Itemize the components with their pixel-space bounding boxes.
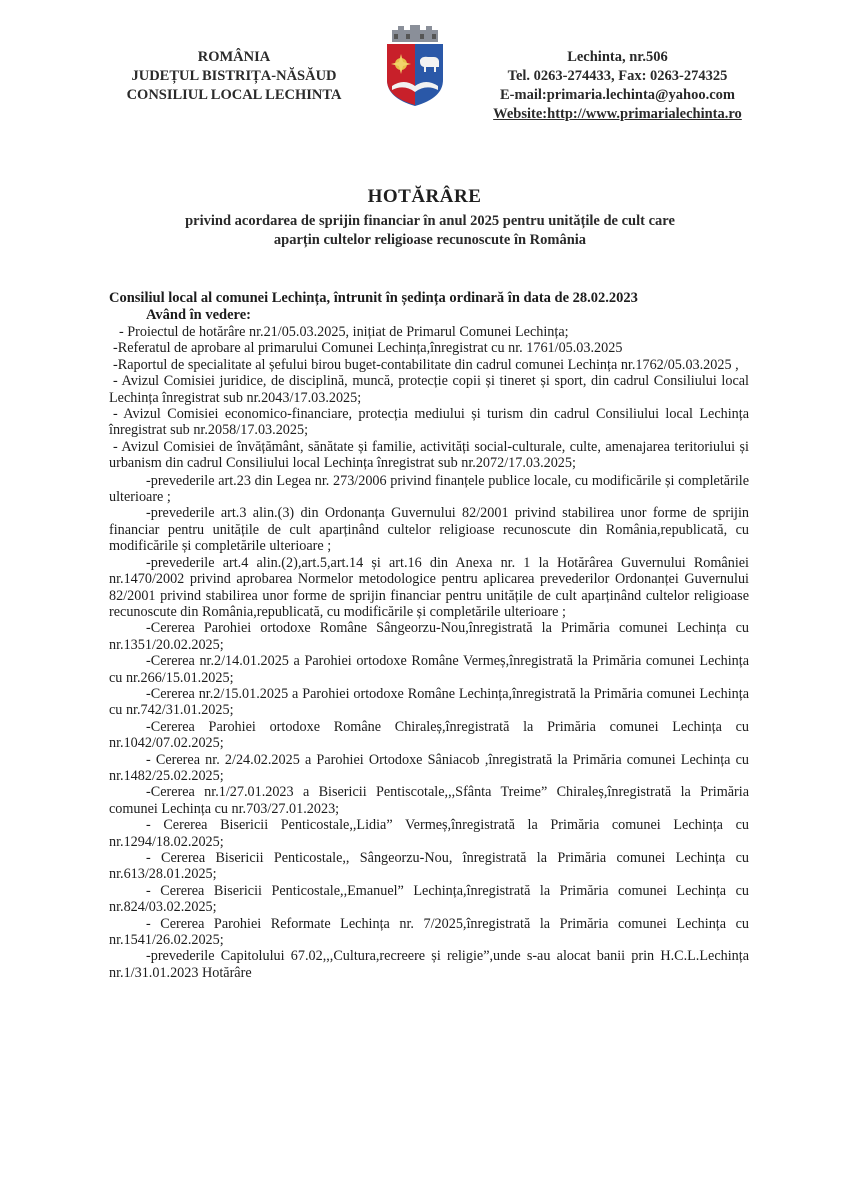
paragraph: - Cererea Bisericii Penticostale,,Emanuel” Lechința,înregistrată la Primăria comunei Lechința cu nr.824/03.02.2025; <box>109 882 749 916</box>
contact-email: E-mail:primaria.lechinta@yahoo.com <box>500 87 735 103</box>
subtitle-line: aparțin cultelor religioase recunoscute în România <box>273 232 587 248</box>
issuer-block <box>100 48 368 105</box>
paragraph: -Cererea Parohiei ortodoxe Române Chiraleș,înregistrată la Primăria comunei Lechința cu nr.1042/07.02.2025; <box>109 718 749 752</box>
document-title: HOTĂRÂRE <box>367 186 482 207</box>
contact-address: Lechinta, nr.506 <box>567 49 668 65</box>
subtitle-line: privind acordarea de sprijin financiar în anul 2025 pentru unitățile de cult care <box>185 213 675 229</box>
issuer-country: ROMÂNIA <box>197 49 271 65</box>
paragraph: -prevederile art.4 alin.(2),art.5,art.14 și art.16 din Anexa nr. 1 la Hotărârea Guvernului României nr.1470/2002 privind aprobarea Normelor metodologice pentru aplicarea prevederilor Ordonanței Guvernului 82/2001 privind stabilirea unor forme de sprijin financiar pentru unitățile de cult aparținând cultelor religioase recunoscute din România,republicată, cu modificările și completările ulterioare ; <box>109 554 749 620</box>
paragraph: -prevederile art.3 alin.(3) din Ordonanța Guvernului 82/2001 privind stabilirea unor forme de sprijin financiar pentru unitățile de cult aparținând cultelor religioase recunoscute din România,republicată, cu modificările și completările ulterioare ; <box>109 505 749 555</box>
paragraph: - Avizul Comisiei economico-financiare, protecția mediului și turism din cadrul Consiliului local Lechința înregistrat sub nr.2058/17.03.2025; <box>109 406 749 439</box>
issuer-county: JUDEȚUL BISTRIȚA-NĂSĂUD <box>131 68 337 84</box>
coat-of-arms-icon <box>384 24 446 108</box>
paragraph: - Avizul Comisiei juridice, de disciplină, muncă, protecție copii și tineret și sport, din cadrul Consiliului local Lechința înregistrat sub nr.2043/17.03.2025; <box>109 373 749 406</box>
paragraph: -Cererea Parohiei ortodoxe Române Sângeorzu-Nou,înregistrată la Primăria comunei Lechința cu nr.1351/20.02.2025; <box>109 620 749 653</box>
paragraph: -Raportul de specialitate al șefului birou buget-contabilitate din cadrul comunei Lechința nr.1762/05.03.2025 , <box>113 356 739 373</box>
paragraph: - Cererea nr. 2/24.02.2025 a Parohiei Ortodoxe Sâniacob ,înregistrată la Primăria comunei Lechința cu nr.1482/25.02.2025; <box>109 751 749 784</box>
paragraph: - Cererea Bisericii Penticostale,, Sângeorzu-Nou, înregistrată la Primăria comunei Lechința cu nr.613/28.01.2025; <box>109 850 749 883</box>
document-body <box>109 289 749 981</box>
paragraph: - Avizul Comisiei de învățământ, sănătate și familie, activități social-culturale, culte, amenajarea teritoriului și urbanism din cadrul Consiliului local Lechința înregistrat sub nr.2072/17.03.2025; <box>109 438 749 472</box>
paragraph: - Cererea Bisericii Penticostale,,Lidia” Vermeș,înregistrată la Primăria comunei Lechința cu nr.1294/18.02.2025; <box>109 817 749 850</box>
document-subtitle <box>110 212 750 250</box>
paragraph: -Cererea nr.2/14.01.2025 a Parohiei ortodoxe Române Vermeș,înregistrată la Primăria comunei Lechința cu nr.266/15.01.2025; <box>109 653 749 686</box>
considering-heading: Având în vedere: <box>146 307 251 323</box>
contact-block <box>460 48 775 124</box>
contact-website-link[interactable]: Website:http://www.primarialechinta.ro <box>493 106 742 122</box>
paragraph: -prevederile Capitolului 67.02,,,Cultura,recreere și religie”,unde s-au alocat banii prin H.C.L.Lechința nr.1/31.01.2023 Hotărâre <box>109 948 749 981</box>
paragraph: - Proiectul de hotărâre nr.21/05.03.2025, inițiat de Primarul Comunei Lechința; <box>119 324 569 340</box>
contact-phone: Tel. 0263-274433, Fax: 0263-274325 <box>507 68 728 84</box>
paragraph: -Referatul de aprobare al primarului Comunei Lechința,înregistrat cu nr. 1761/05.03.2025 <box>113 340 623 357</box>
paragraph: - Cererea Parohiei Reformate Lechința nr. 7/2025,înregistrată la Primăria comunei Lechința cu nr.1541/26.02.2025; <box>109 915 749 949</box>
issuer-council: CONSILIUL LOCAL LECHINTA <box>126 87 342 103</box>
paragraph: -prevederile art.23 din Legea nr. 273/2006 privind finanțele publice locale, cu modificările și completările ulterioare ; <box>109 472 749 506</box>
paragraph: -Cererea nr.2/15.01.2025 a Parohiei ortodoxe Române Lechința,înregistrată la Primăria comunei Lechința cu nr.742/31.01.2025; <box>109 685 749 719</box>
paragraph: -Cererea nr.1/27.01.2023 a Bisericii Pentiscotale,,,Sfânta Treime” Chiraleș,înregistrată la Primăria comunei Lechința cu nr.703/27.01.2023; <box>109 784 749 817</box>
meeting-statement: Consiliul local al comunei Lechința, întrunit în ședința ordinară în data de 28.02.2023 <box>109 290 638 306</box>
